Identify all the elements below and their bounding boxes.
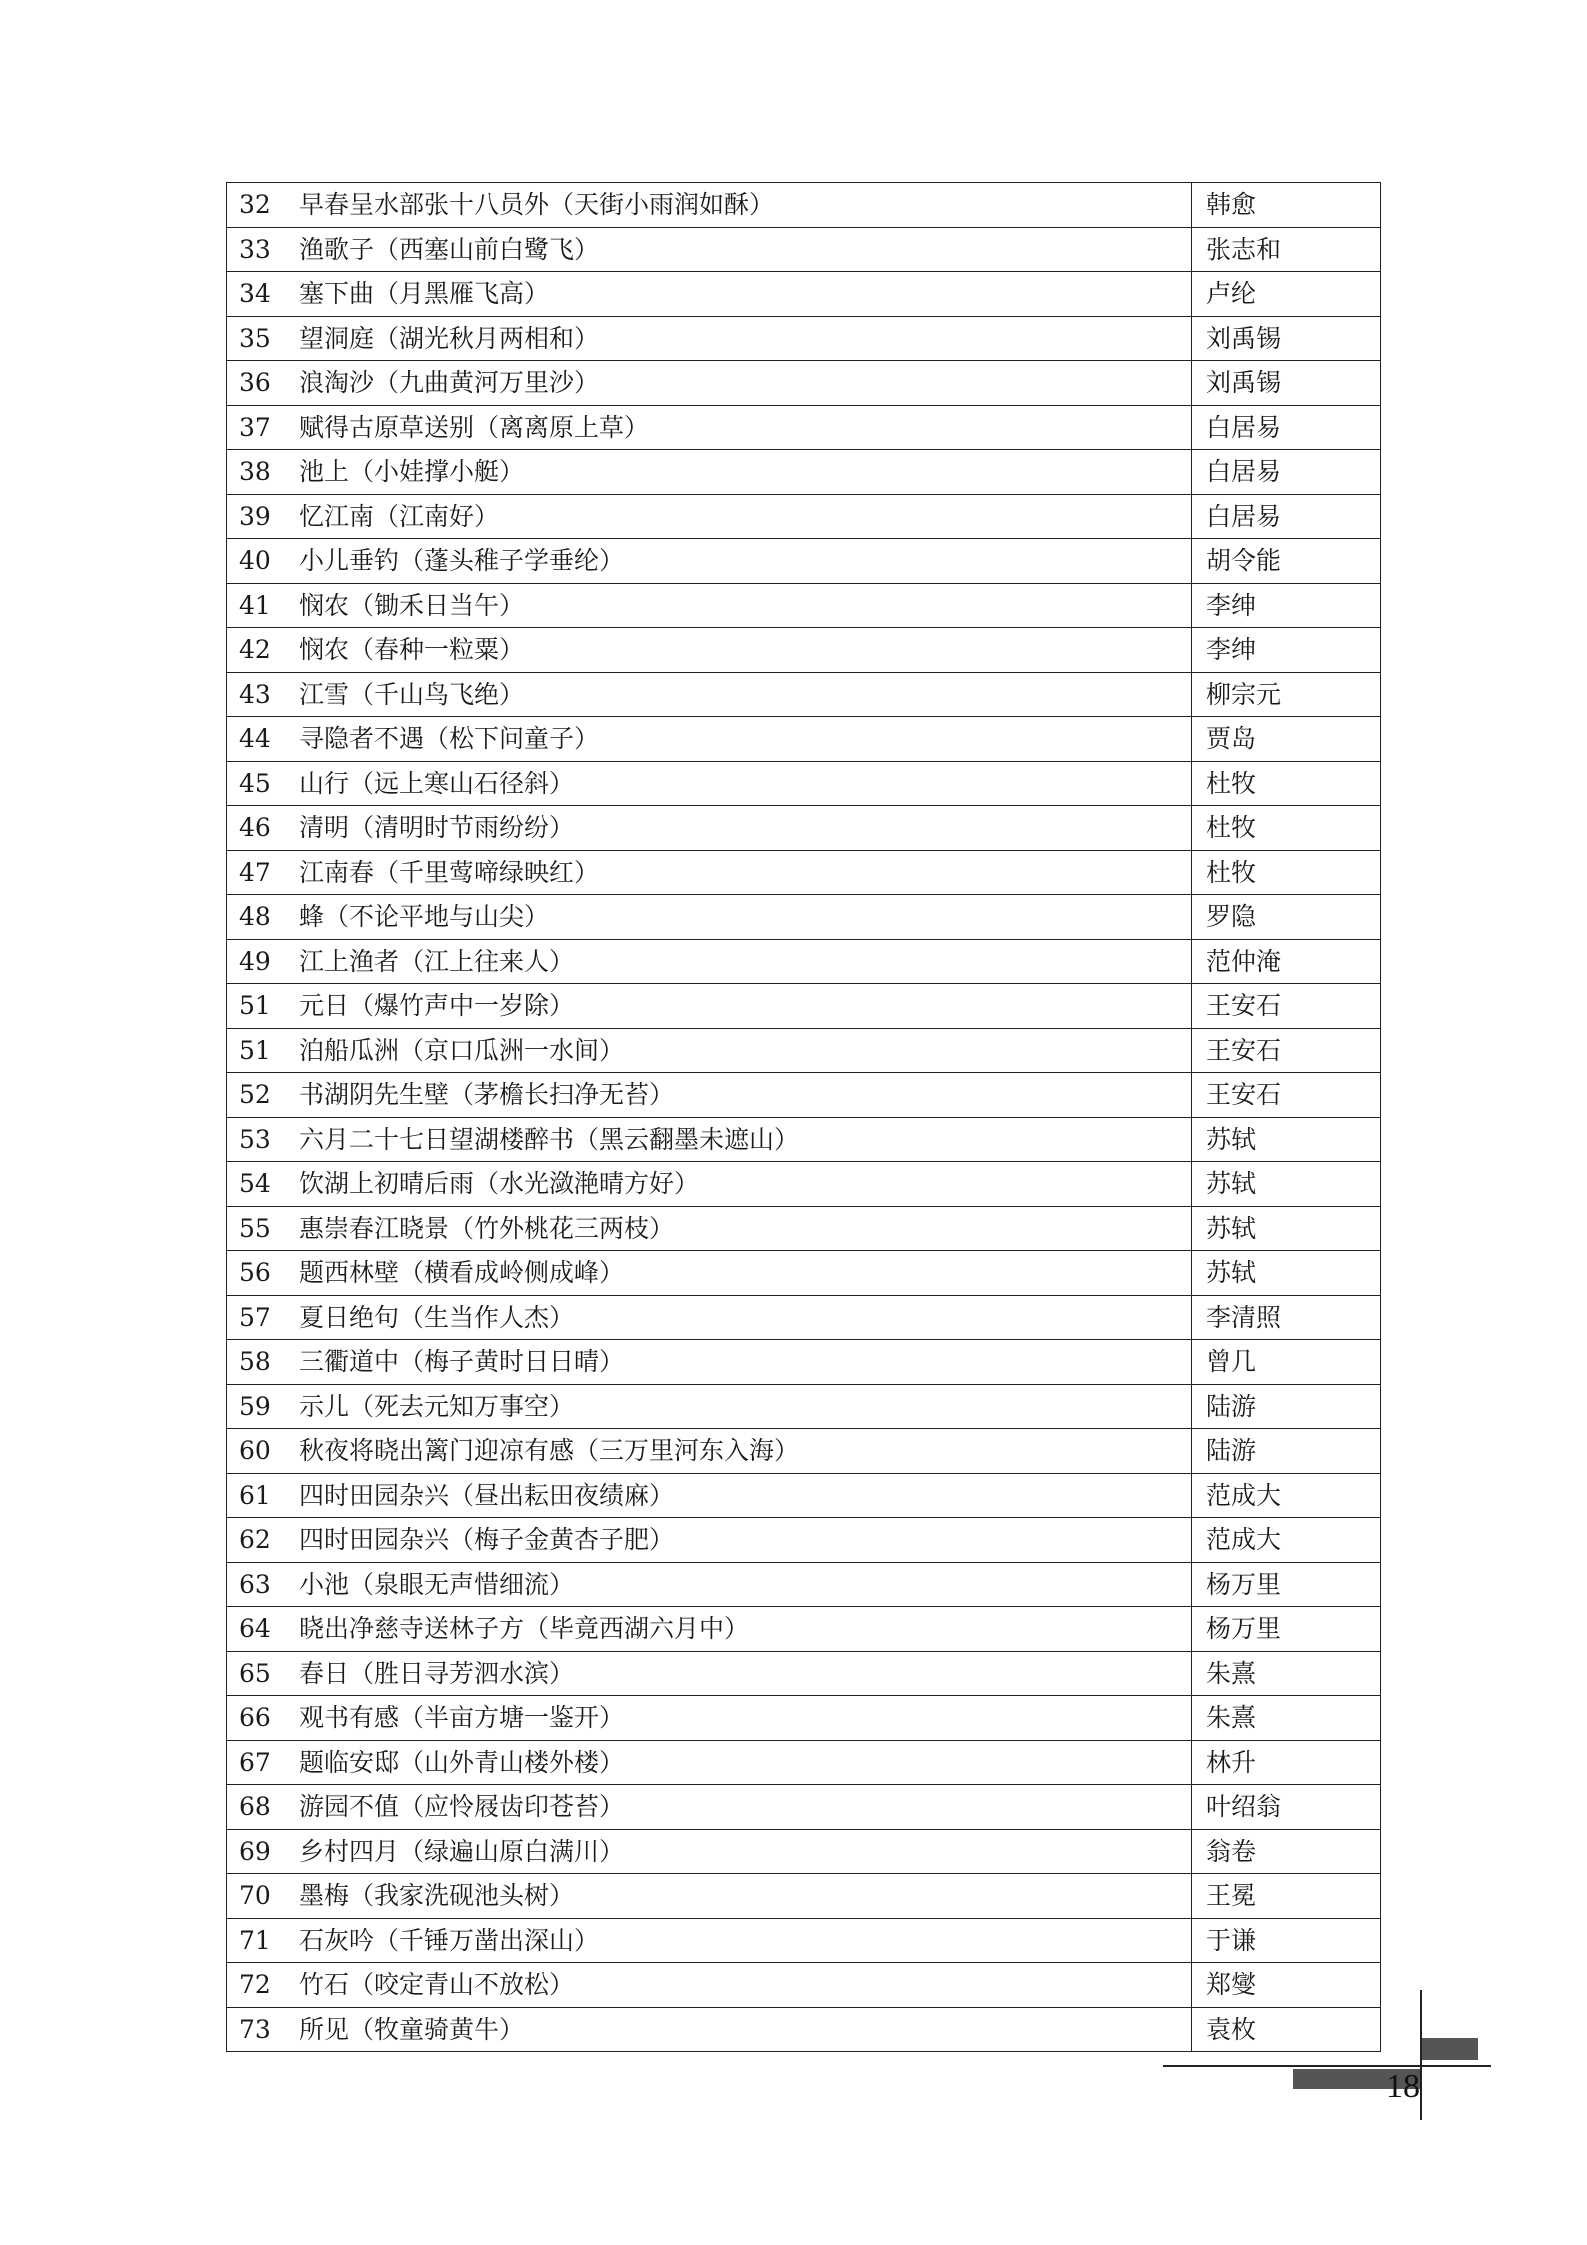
poem-entry-cell [227,1740,1192,1785]
poem-number: 35 [239,323,271,353]
poem-title: 浪淘沙（九曲黄河万里沙） [299,368,600,398]
poem-author: 贾岛 [1192,717,1381,762]
poem-number: 73 [239,2014,271,2044]
poem-entry-cell [227,1162,1192,1207]
poem-title: 悯农（锄禾日当午） [299,590,525,620]
table-row [227,806,1381,851]
poem-number: 63 [239,1569,271,1599]
poem-title: 春日（胜日寻芳泗水滨） [299,1658,575,1688]
poem-title: 题临安邸（山外青山楼外楼） [299,1747,625,1777]
poem-author: 卢纶 [1192,272,1381,317]
poem-title: 江雪（千山鸟飞绝） [299,679,525,709]
table-row [227,1295,1381,1340]
poem-author: 刘禹锡 [1192,361,1381,406]
poem-author: 王冕 [1192,1874,1381,1919]
poem-entry-cell [227,1696,1192,1741]
poem-title: 石灰吟（千锤万凿出深山） [299,1925,600,1955]
poem-number: 46 [239,813,271,843]
poem-number: 62 [239,1525,271,1555]
poem-entry-cell [227,1473,1192,1518]
table-row [227,1473,1381,1518]
poem-entry-cell [227,939,1192,984]
poem-title: 寻隐者不遇（松下问童子） [299,724,600,754]
poem-number: 37 [239,412,271,442]
table-row [227,539,1381,584]
table-row [227,672,1381,717]
poem-number: 68 [239,1792,271,1822]
poem-author: 柳宗元 [1192,672,1381,717]
poem-number: 61 [239,1480,271,1510]
poem-title: 竹石（咬定青山不放松） [299,1970,575,2000]
poem-title: 泊船瓜洲（京口瓜洲一水间） [299,1035,625,1065]
poem-author: 朱熹 [1192,1651,1381,1696]
table-row [227,895,1381,940]
poem-title: 小池（泉眼无声惜细流） [299,1569,575,1599]
poem-number: 58 [239,1347,271,1377]
poem-number: 71 [239,1925,271,1955]
poem-title: 清明（清明时节雨纷纷） [299,813,575,843]
poem-title: 悯农（春种一粒粟） [299,635,525,665]
poem-entry-cell [227,1651,1192,1696]
poem-title: 赋得古原草送别（离离原上草） [299,412,650,442]
poem-number: 60 [239,1436,271,1466]
poem-title: 晓出净慈寺送林子方（毕竟西湖六月中） [299,1614,750,1644]
table-row [227,1696,1381,1741]
table-row [227,1206,1381,1251]
poem-author: 陆游 [1192,1429,1381,1474]
poem-number: 51 [239,1035,271,1065]
poem-number: 70 [239,1881,271,1911]
poem-entry-cell [227,2007,1192,2052]
poem-title: 游园不值（应怜屐齿印苍苔） [299,1792,625,1822]
poem-title: 四时田园杂兴（昼出耘田夜绩麻） [299,1480,675,1510]
poem-number: 72 [239,1970,271,2000]
poem-entry-cell [227,539,1192,584]
table-row [227,405,1381,450]
table-row [227,1429,1381,1474]
poem-author: 杜牧 [1192,850,1381,895]
poem-author: 苏轼 [1192,1117,1381,1162]
poem-entry-cell [227,361,1192,406]
poem-author: 范仲淹 [1192,939,1381,984]
poem-entry-cell [227,1295,1192,1340]
poem-author: 朱熹 [1192,1696,1381,1741]
poem-author: 杨万里 [1192,1607,1381,1652]
poem-number: 66 [239,1703,271,1733]
poem-entry-cell [227,1429,1192,1474]
poem-author: 王安石 [1192,984,1381,1029]
poem-title: 题西林壁（横看成岭侧成峰） [299,1258,625,1288]
poem-entry-cell [227,761,1192,806]
poem-entry-cell [227,1028,1192,1073]
poem-entry-cell [227,1963,1192,2008]
poem-number: 64 [239,1614,271,1644]
table-row [227,272,1381,317]
poem-title: 三衢道中（梅子黄时日日晴） [299,1347,625,1377]
table-row [227,1651,1381,1696]
poem-title: 望洞庭（湖光秋月两相和） [299,323,600,353]
poem-number: 32 [239,190,271,220]
poem-author: 翁卷 [1192,1829,1381,1874]
poem-number: 39 [239,501,271,531]
table-row [227,1028,1381,1073]
poem-entry-cell [227,1607,1192,1652]
poem-author: 刘禹锡 [1192,316,1381,361]
poem-author: 李绅 [1192,583,1381,628]
poem-title: 书湖阴先生壁（茅檐长扫净无苔） [299,1080,675,1110]
poem-author: 杜牧 [1192,806,1381,851]
poem-title: 元日（爆竹声中一岁除） [299,991,575,1021]
table-row [227,984,1381,1029]
poem-number: 47 [239,857,271,887]
table-row [227,939,1381,984]
poem-number: 42 [239,635,271,665]
poem-author: 范成大 [1192,1518,1381,1563]
table-row [227,1340,1381,1385]
page-number: 18 [1386,2068,1420,2105]
table-row [227,1562,1381,1607]
poem-title: 江上渔者（江上往来人） [299,946,575,976]
poem-title: 所见（牧童骑黄牛） [299,2014,525,2044]
table-row [227,1963,1381,2008]
poem-title: 四时田园杂兴（梅子金黄杏子肥） [299,1525,675,1555]
poem-entry-cell [227,583,1192,628]
poem-number: 33 [239,234,271,264]
poem-entry-cell [227,1562,1192,1607]
poem-number: 43 [239,679,271,709]
poem-number: 56 [239,1258,271,1288]
table-row [227,1117,1381,1162]
poem-rows [227,183,1381,2052]
poem-author: 林升 [1192,1740,1381,1785]
poem-author: 杨万里 [1192,1562,1381,1607]
poem-entry-cell [227,672,1192,717]
poem-title: 渔歌子（西塞山前白鹭飞） [299,234,600,264]
poem-number: 36 [239,368,271,398]
poem-entry-cell [227,450,1192,495]
poem-author: 韩愈 [1192,183,1381,228]
table-row [227,2007,1381,2052]
poem-title: 江南春（千里莺啼绿映红） [299,857,600,887]
page-corner-horizontal-line [1163,2065,1491,2067]
poem-number: 55 [239,1213,271,1243]
table-row [227,1251,1381,1296]
poem-entry-cell [227,1206,1192,1251]
poem-entry-cell [227,850,1192,895]
poem-title: 六月二十七日望湖楼醉书（黑云翻墨未遮山） [299,1124,800,1154]
poem-title: 夏日绝句（生当作人杰） [299,1302,575,1332]
table-row [227,628,1381,673]
table-row [227,761,1381,806]
poem-number: 41 [239,590,271,620]
table-row [227,1785,1381,1830]
poem-entry-cell [227,1251,1192,1296]
poem-entry-cell [227,272,1192,317]
poem-number: 65 [239,1658,271,1688]
poem-author: 王安石 [1192,1028,1381,1073]
poem-author: 白居易 [1192,405,1381,450]
table-row [227,1607,1381,1652]
poem-title: 秋夜将晓出篱门迎凉有感（三万里河东入海） [299,1436,800,1466]
poem-entry-cell [227,1785,1192,1830]
poem-author: 王安石 [1192,1073,1381,1118]
table-row [227,1384,1381,1429]
table-row [227,1073,1381,1118]
poem-number: 69 [239,1836,271,1866]
poem-number: 45 [239,768,271,798]
poem-author: 袁枚 [1192,2007,1381,2052]
poem-number: 38 [239,457,271,487]
poem-title: 塞下曲（月黑雁飞高） [299,279,550,309]
poem-title: 观书有感（半亩方塘一鉴开） [299,1703,625,1733]
table-row [227,1740,1381,1785]
poem-title: 早春呈水部张十八员外（天街小雨润如酥） [299,190,775,220]
poem-entry-cell [227,1918,1192,1963]
poem-number: 48 [239,902,271,932]
poem-entry-cell [227,227,1192,272]
poem-author: 叶绍翁 [1192,1785,1381,1830]
poem-author: 李清照 [1192,1295,1381,1340]
poem-entry-cell [227,984,1192,1029]
poem-author: 杜牧 [1192,761,1381,806]
poem-author: 曾几 [1192,1340,1381,1385]
poem-author: 陆游 [1192,1384,1381,1429]
poem-number: 54 [239,1169,271,1199]
poem-entry-cell [227,405,1192,450]
poem-number: 40 [239,546,271,576]
poem-table [226,182,1381,2052]
poem-entry-cell [227,183,1192,228]
table-row [227,183,1381,228]
poem-entry-cell [227,1874,1192,1919]
poem-title: 饮湖上初晴后雨（水光潋滟晴方好） [299,1169,700,1199]
poem-title: 山行（远上寒山石径斜） [299,768,575,798]
page-corner-upper-bar [1422,2038,1478,2060]
poem-author: 罗隐 [1192,895,1381,940]
table-row [227,1918,1381,1963]
poem-entry-cell [227,895,1192,940]
table-row [227,1518,1381,1563]
poem-author: 于谦 [1192,1918,1381,1963]
poem-number: 49 [239,946,271,976]
poem-title: 忆江南（江南好） [299,501,500,531]
poem-title: 乡村四月（绿遍山原白满川） [299,1836,625,1866]
poem-title: 惠崇春江晓景（竹外桃花三两枝） [299,1213,675,1243]
table-row [227,850,1381,895]
poem-title: 示儿（死去元知万事空） [299,1391,575,1421]
table-row [227,717,1381,762]
poem-entry-cell [227,717,1192,762]
poem-number: 67 [239,1747,271,1777]
poem-author: 郑燮 [1192,1963,1381,2008]
poem-author: 白居易 [1192,494,1381,539]
poem-entry-cell [227,806,1192,851]
poem-author: 白居易 [1192,450,1381,495]
poem-number: 57 [239,1302,271,1332]
poem-number: 53 [239,1124,271,1154]
table-row [227,1162,1381,1207]
table-row [227,494,1381,539]
poem-title: 蜂（不论平地与山尖） [299,902,550,932]
poem-author: 胡令能 [1192,539,1381,584]
poem-entry-cell [227,1340,1192,1385]
poem-number: 34 [239,279,271,309]
poem-author: 范成大 [1192,1473,1381,1518]
poem-author: 苏轼 [1192,1162,1381,1207]
poem-number: 59 [239,1391,271,1421]
poem-entry-cell [227,316,1192,361]
poem-entry-cell [227,1384,1192,1429]
poem-author: 张志和 [1192,227,1381,272]
poem-entry-cell [227,1073,1192,1118]
poem-title: 池上（小娃撑小艇） [299,457,525,487]
poem-entry-cell [227,1117,1192,1162]
poem-entry-cell [227,628,1192,673]
poem-number: 44 [239,724,271,754]
table-row [227,1874,1381,1919]
poem-entry-cell [227,494,1192,539]
table-row [227,450,1381,495]
poem-title: 墨梅（我家洗砚池头树） [299,1881,575,1911]
poem-number: 52 [239,1080,271,1110]
table-row [227,361,1381,406]
poem-entry-cell [227,1829,1192,1874]
poem-title: 小儿垂钓（蓬头稚子学垂纶） [299,546,625,576]
poem-author: 苏轼 [1192,1251,1381,1296]
poem-number: 51 [239,991,271,1021]
poem-author: 苏轼 [1192,1206,1381,1251]
poem-entry-cell [227,1518,1192,1563]
table-row [227,316,1381,361]
table-row [227,583,1381,628]
table-row [227,1829,1381,1874]
table-row [227,227,1381,272]
poem-author: 李绅 [1192,628,1381,673]
